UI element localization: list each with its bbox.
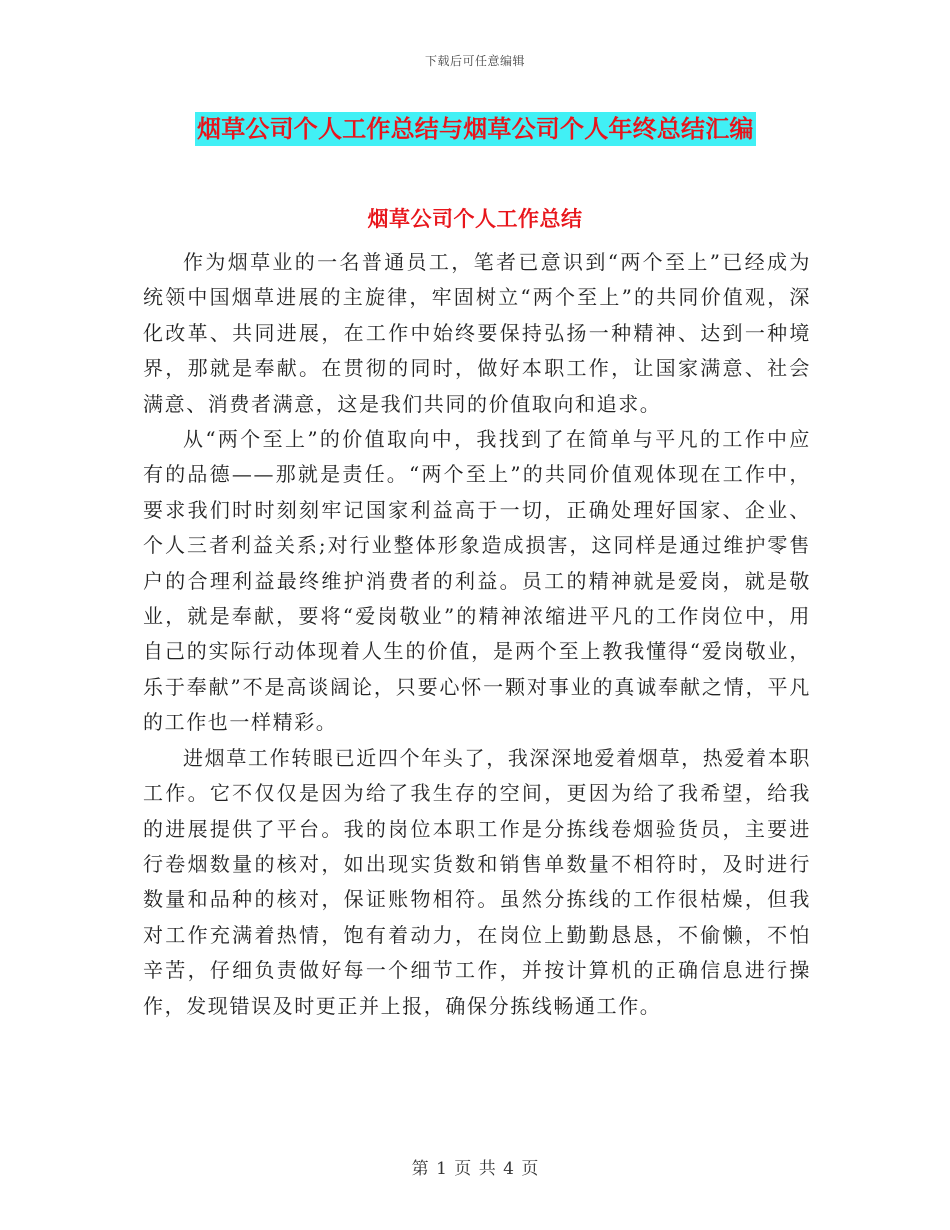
- document-body: [143, 245, 811, 1024]
- page-footer-pagination: 第 1 页 共 4 页: [411, 1159, 539, 1179]
- section-title: 烟草公司个人工作总结: [367, 206, 583, 231]
- paragraph-2: 从“两个至上”的价值取向中，我找到了在简单与平凡的工作中应有的品德——那就是责任。“两个至上”的共同价值观体现在工作中，要求我们时时刻刻牢记国家利益高于一切，正确处理好国家、企业、个人三者利益关系;对行业整体形象造成损害，这同样是通过维护零售户的合理利益最终维护消费者的利益。员工的精神就是爱岗，就是敬业，就是奉献，要将“爱岗敬业”的精神浓缩进平凡的工作岗位中，用自己的实际行动体现着人生的价值，是两个至上教我懂得“爱岗敬业，乐于奉献”不是高谈阔论，只要心怀一颗对事业的真诚奉献之情，平凡的工作也一样精彩。: [143, 427, 811, 735]
- page-header-note: 下载后可任意编辑: [424, 54, 525, 68]
- paragraph-3: 进烟草工作转眼已近四个年头了，我深深地爱着烟草，热爱着本职工作。它不仅仅是因为给了我生存的空间，更因为给了我希望，给我的进展提供了平台。我的岗位本职工作是分拣线卷烟验货员，主要进行卷烟数量的核对，如出现实货数和销售单数量不相符时，及时进行数量和品种的核对，保证账物相符。虽然分拣线的工作很枯燥，但我对工作充满着热情，饱有着动力，在岗位上勤勤恳恳，不偷懒，不怕辛苦，仔细负责做好每一个细节工作，并按计算机的正确信息进行操作，发现错误及时更正并上报，确保分拣线畅通工作。: [143, 745, 811, 1018]
- paragraph-1: 作为烟草业的一名普通员工，笔者已意识到“两个至上”已经成为统领中国烟草进展的主旋律，牢固树立“两个至上”的共同价值观，深化改革、共同进展，在工作中始终要保持弘扬一种精神、达到一种境界，那就是奉献。在贯彻的同时，做好本职工作，让国家满意、社会满意、消费者满意，这是我们共同的价值取向和追求。: [143, 250, 811, 416]
- document-main-title: 烟草公司个人工作总结与烟草公司个人年终总结汇编: [195, 112, 756, 146]
